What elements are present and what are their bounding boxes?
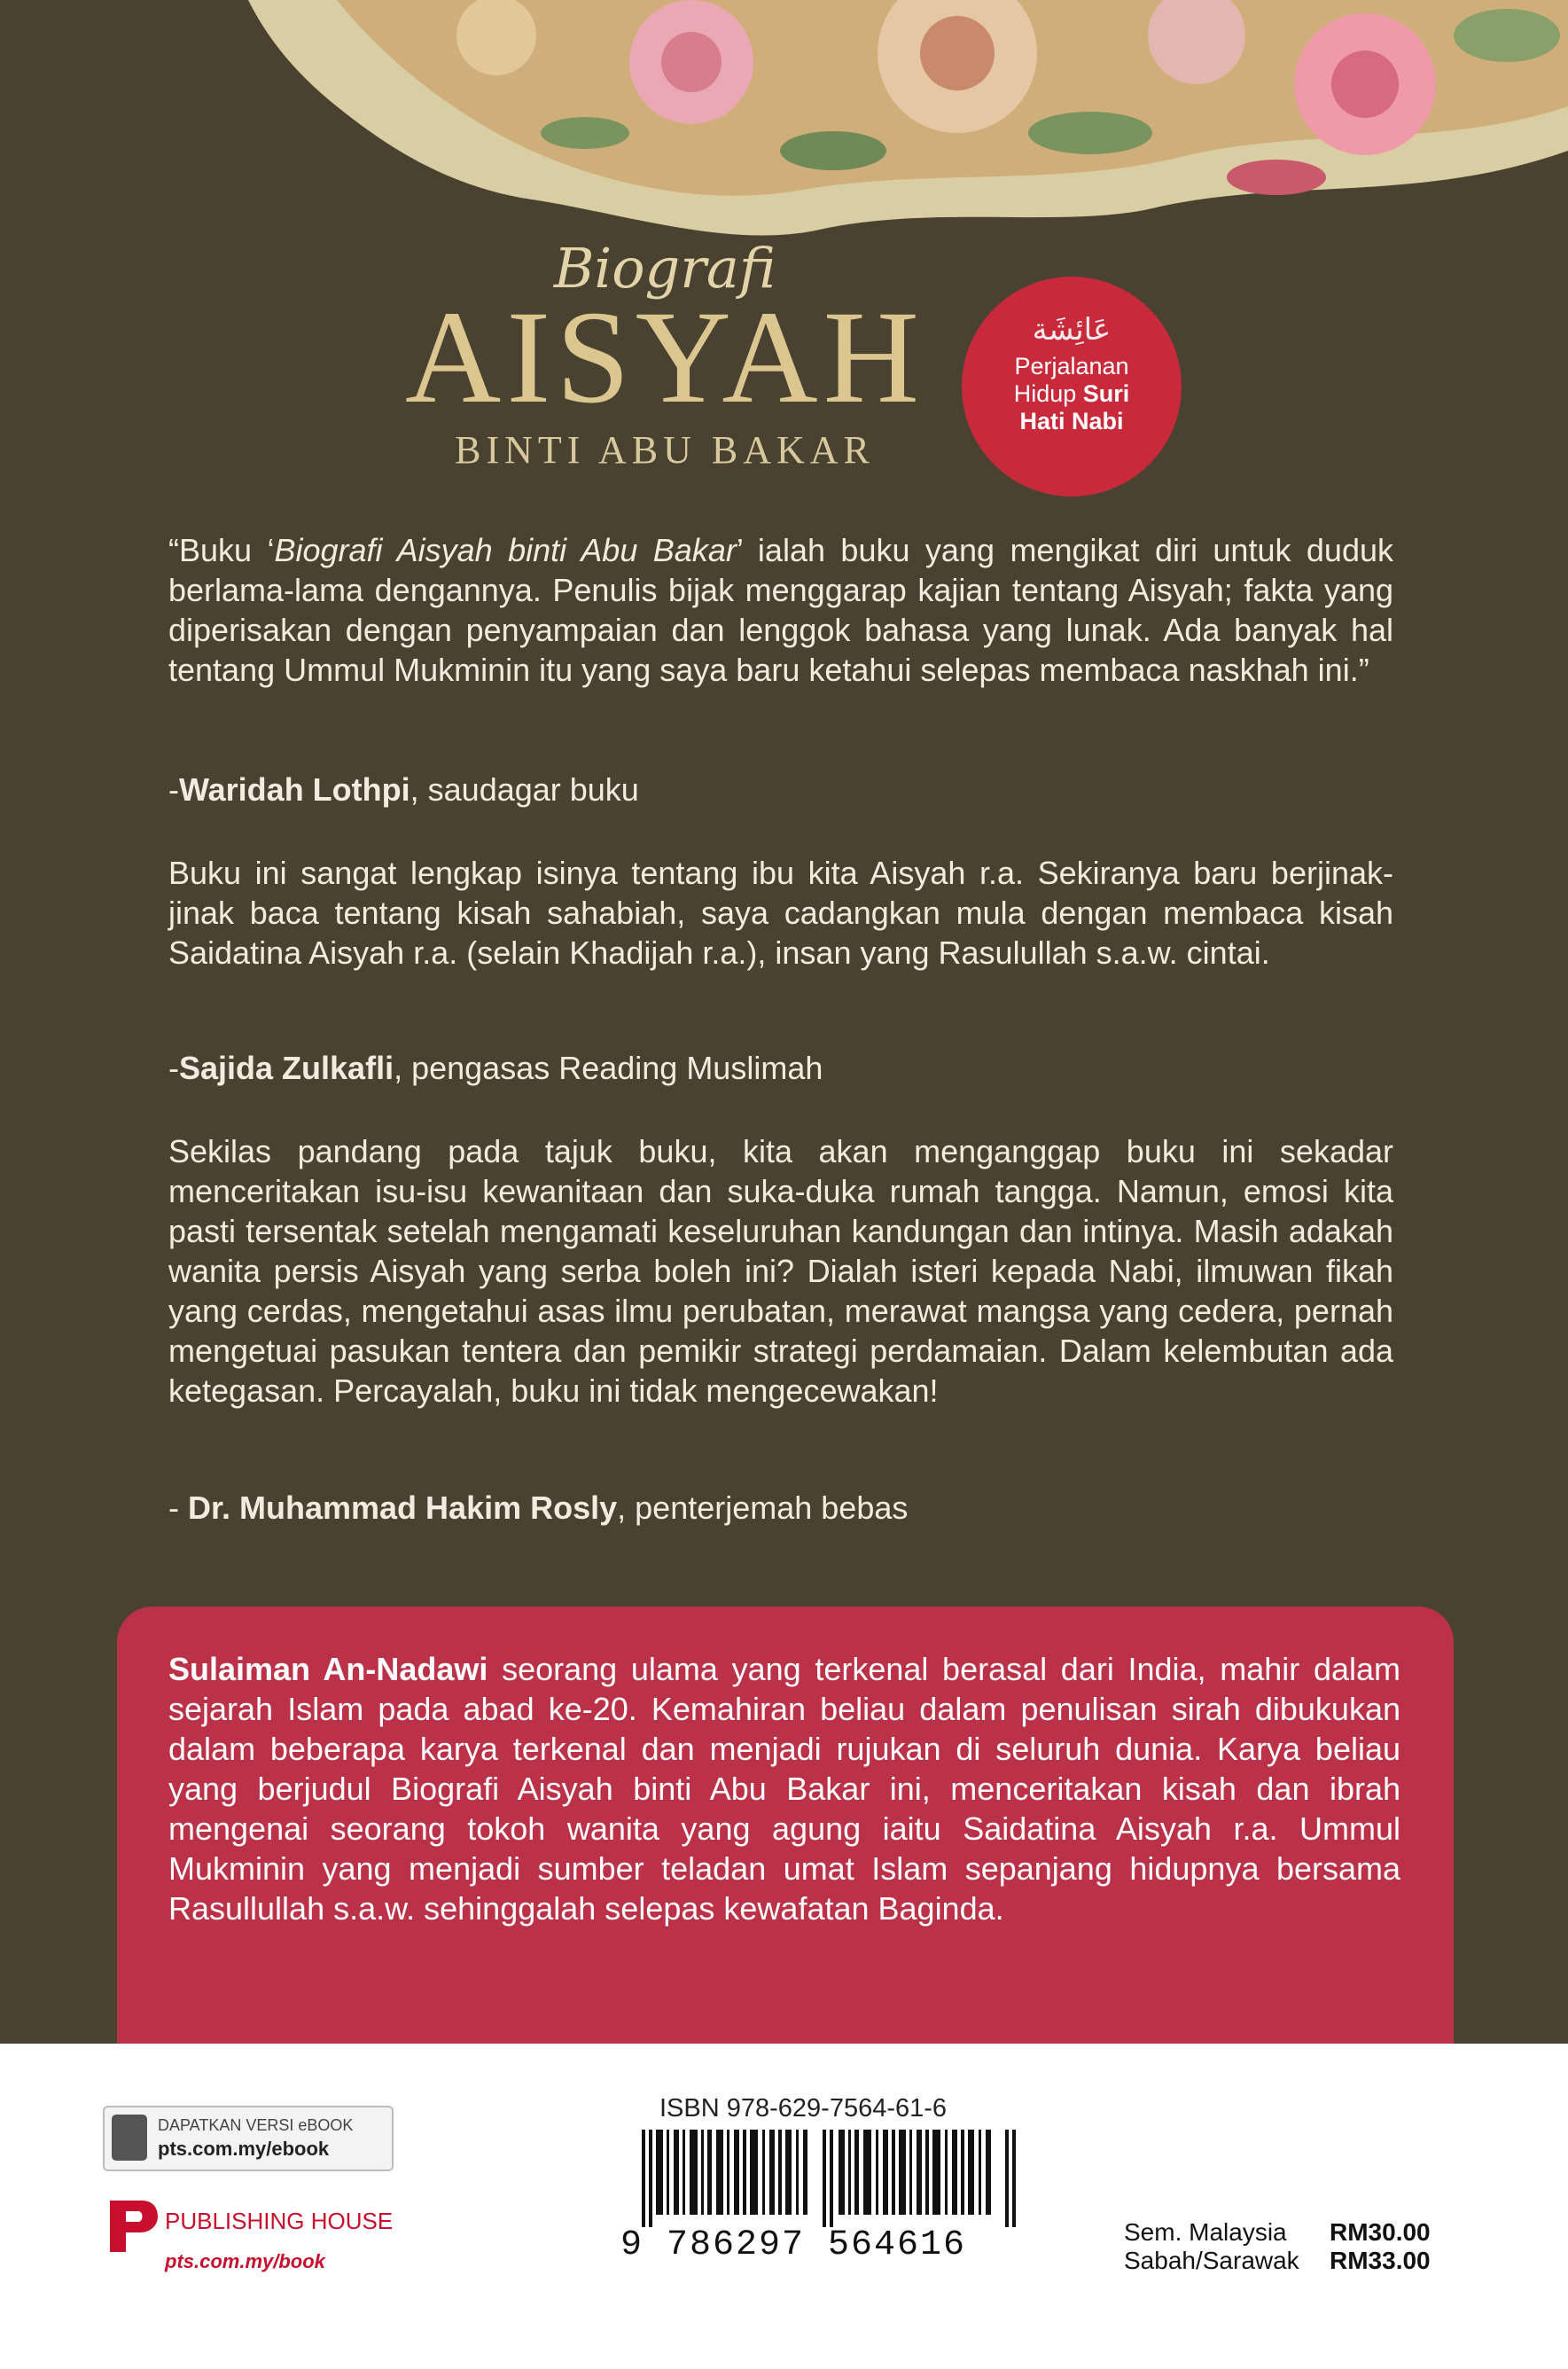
review-1-open: “Buku ‘ (168, 532, 275, 568)
review-1-body: ’ ialah buku yang mengikat diri untuk duduk berlama-lama dengannya. Penulis bijak menggarap kajian tentang Aisyah; fakta yang diperisakan dengan penyampaian dan lenggok bahasa yang lunak. Ada banyak hal tentang Ummul Mukminin itu yang saya baru ketahui selepas membaca naskhah ini.” (168, 532, 1393, 688)
price-row (1124, 2218, 1431, 2247)
review-2-text: Buku ini sangat lengkap isinya tentang ibu kita Aisyah r.a. Sekiranya baru berjinak-jinak baca tentang kisah sahabiah, saya cadangkan mula dengan membaca kisah Saidatina Aisyah r.a. (selain Khadijah r.a.), insan yang Rasulullah s.a.w. cintai. (168, 855, 1393, 971)
review-3-name: Dr. Muhammad Hakim Rosly (188, 1489, 618, 1526)
title-script: Biografi (553, 236, 776, 301)
ebook-banner (103, 2106, 394, 2171)
book-title: AISYAH (404, 284, 925, 431)
price-value: RM30.00 (1330, 2218, 1431, 2246)
tagline-badge (962, 277, 1182, 496)
badge-line-2 (962, 380, 1182, 408)
review-1-role: , saudagar buku (410, 771, 639, 808)
pts-logo-icon (106, 2197, 161, 2256)
isbn-label: ISBN 978-629-7564-61-6 (659, 2094, 948, 2123)
review-1-text (168, 530, 1393, 690)
review-1-name: Waridah Lothpi (179, 771, 410, 808)
price-row (1124, 2247, 1431, 2275)
review-1-dash: - (168, 771, 179, 808)
review-3-role: , penterjemah bebas (617, 1489, 909, 1526)
badge-line-1: Perjalanan (1014, 353, 1129, 379)
author-bio-box (117, 1607, 1454, 2044)
ebook-url: pts.com.my/ebook (158, 2138, 330, 2160)
review-3-text: Sekilas pandang pada tajuk buku, kita akan menganggap buku ini sekadar menceritakan isu-isu kewanitaan dan suka-duka rumah tangga. Namun, emosi kita pasti tersentak setelah mengamati keseluruhan kandungan dan intinya. Masih adakah wanita persis Aisyah yang serba boleh ini? Dialah isteri kepada Nabi, ilmuwan fikah yang cerdas, mengetahui asas ilmu perubatan, merawat mangsa yang cedera, pernah mengetuai pasukan tentera dan pemikir strategi perdamaian. Dalam kelembutan ada ketegasan. Percayalah, buku ini tidak mengecewakan! (168, 1133, 1393, 1409)
badge-line-3 (962, 408, 1182, 435)
author-bio-text: seorang ulama yang terkenal berasal dari India, mahir dalam sejarah Islam pada abad ke-20. Kemahiran beliau dalam penulisan sirah dibukukan dalam beberapa karya terkenal dan menjadi rujukan di seluruh dunia. Karya beliau yang berjudul Biografi Aisyah binti Abu Bakar ini, menceritakan kisah dan ibrah mengenai seorang tokoh wanita yang agung iaitu Saidatina Aisyah r.a. Ummul Mukminin yang menjadi sumber teladan umat Islam sepanjang hidupnya bersama Rasullullah s.a.w. sehinggalah selepas kewafatan Baginda. (168, 1651, 1400, 1927)
review-2-name: Sajida Zulkafli (179, 1050, 394, 1086)
floral-header-decoration (0, 0, 1568, 266)
badge-line-3-bold: Hati Nabi (1019, 408, 1124, 434)
author-bio (168, 1649, 1400, 1928)
book-subtitle: BINTI ABU BAKAR (455, 428, 875, 472)
review-2-dash: - (168, 1050, 179, 1086)
price-region: Sabah/Sarawak (1124, 2247, 1299, 2274)
arabic-calligraphy: عَائِشَة (1032, 312, 1112, 348)
price-list (1124, 2218, 1431, 2275)
review-1-book-title: Biografi Aisyah binti Abu Bakar (274, 532, 737, 568)
review-1-attribution (168, 770, 639, 809)
price-region: Sem. Malaysia (1124, 2218, 1287, 2246)
ebook-label: DAPATKAN VERSI eBOOK (158, 2116, 354, 2134)
review-2-role: , pengasas Reading Muslimah (394, 1050, 823, 1086)
review-3-attribution (168, 1488, 908, 1528)
author-name: Sulaiman An-Nadawi (168, 1651, 488, 1687)
badge-line-2-bold: Suri (1082, 380, 1130, 407)
review-3-dash: - (168, 1489, 188, 1526)
badge-tagline (962, 353, 1182, 435)
price-value: RM33.00 (1330, 2247, 1431, 2274)
barcode (642, 2130, 1023, 2227)
publisher-name: PUBLISHING HOUSE (165, 2208, 394, 2234)
publisher-url: pts.com.my/book (165, 2250, 325, 2272)
title-block (390, 238, 940, 473)
review-2-attribution (168, 1048, 823, 1088)
tablet-icon (112, 2115, 147, 2161)
barcode-digits: 9 786297 564616 (620, 2225, 967, 2265)
badge-line-2-normal: Hidup (1013, 380, 1083, 407)
